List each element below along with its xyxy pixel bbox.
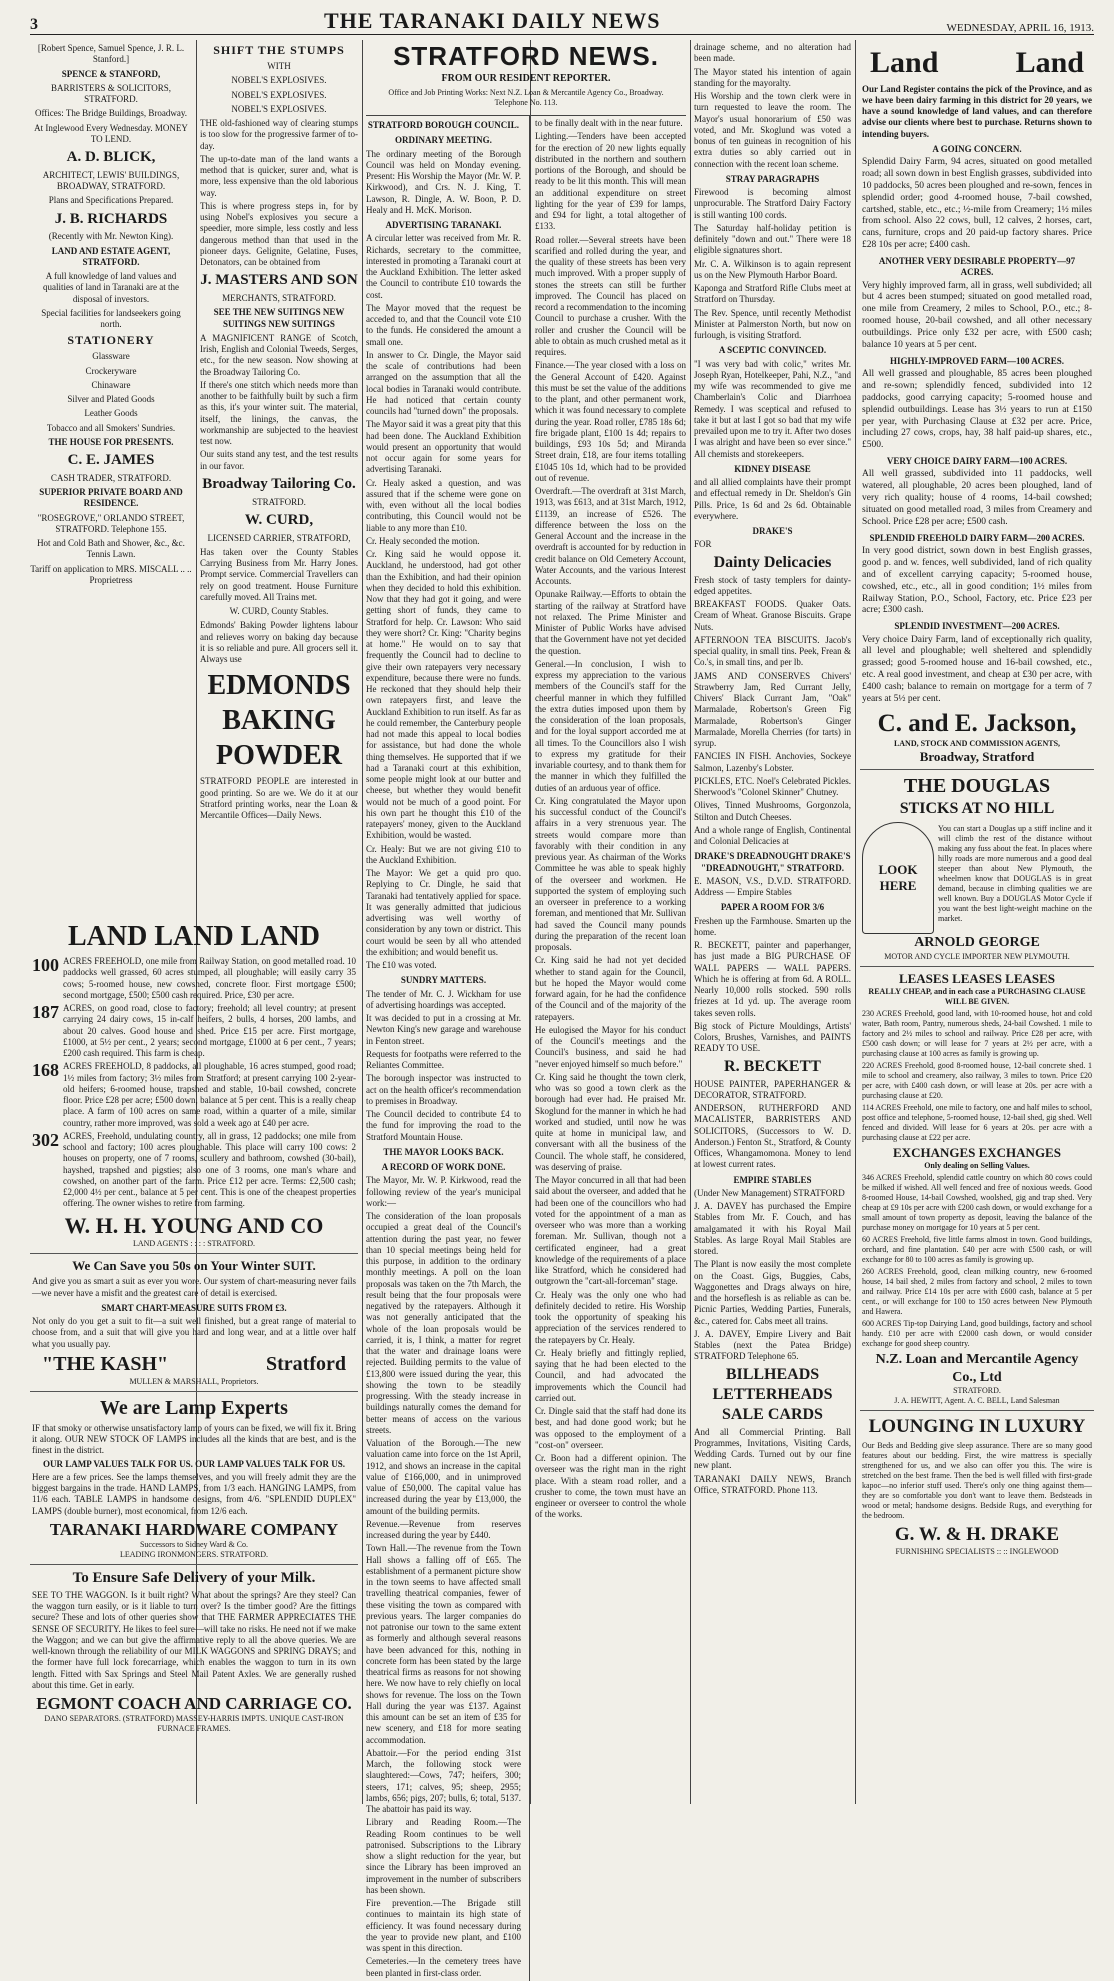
col1-item: Chinaware	[91, 379, 131, 390]
news-paragraph: Abattoir.—For the period ending 31st March, the following stock were slaughtered:—Cows, 747; heifers, 300; steers, 171; calves, 95; sheep, 2955; lambs, 656; pigs, 207; bulls, 6; total, 5137. The abattoir has paid its way.	[366, 1747, 521, 1814]
col5-heading: A SCEPTIC CONVINCED.	[718, 345, 827, 356]
col5-heading: R. BECKETT	[724, 1057, 821, 1075]
col2-item: W. CURD,	[244, 511, 314, 528]
col5-text: (Under New Management) STRATFORD	[694, 1187, 845, 1198]
col1-item: Offices: The Bridge Buildings, Broadway.	[34, 108, 188, 119]
col2-item: STRATFORD.	[252, 496, 306, 507]
col2-item: Our suits stand any test, and the test results in our favor.	[200, 449, 358, 471]
col1-item: Glassware	[92, 351, 130, 362]
col1-item: SUPERIOR PRIVATE BOARD AND RESIDENCE.	[39, 487, 183, 509]
hardware-name: TARANAKI HARDWARE COMPANY	[49, 1519, 339, 1539]
col1-item: Hot and Cold Bath and Shower, &c., &c. Tennis Lawn.	[37, 538, 185, 560]
drake-name: G. W. & H. DRAKE	[894, 1524, 1060, 1545]
news-paragraph: The Mayor, Mr. W. P. Kirkwood, read the following review of the year's municipal work:—	[366, 1175, 521, 1208]
kash-body2: Not only do you get a suit to fit—a suit well finished, but a great range of material to choose from, and a suit that will give you hard and long wear, and at a little over half what you usually pay.	[32, 1316, 356, 1349]
col5-heading: BILLHEADS LETTERHEADS SALE CARDS	[712, 1365, 833, 1423]
col5-text: drainage scheme, and no alteration had been made.	[694, 42, 851, 64]
land-item	[32, 1061, 356, 1129]
col5-text: HOUSE PAINTER, PAPERHANGER & DECORATOR, STRATFORD.	[694, 1078, 851, 1100]
lamp-values: OUR LAMP VALUES TALK FOR US. OUR LAMP VALUES TALK FOR US.	[43, 1458, 345, 1469]
col5-text: and all allied complaints have their prompt and effectual remedy in Dr. Sheldon's Gin Pills. Price, 1s 6d and 2s 6d. Obtainable everywhere.	[694, 477, 851, 521]
column-rule	[362, 40, 363, 1804]
exchange-item: 346 ACRES Freehold, splendid cattle country on which 80 cows could be milked if wished. All well fenced and free of noxious weeds. Good 8-roomed House, 14-bail Cowshed, woolshed, gig and trap shed. Very cheap at £9 10s per acre with £200 cash down, or would exchange for a small amount of town property as deposit, leaving the balance of the purchase money on mortgage for 10 years at 5 per cent.	[862, 1173, 1092, 1233]
news-paragraph: In answer to Cr. Dingle, the Mayor said the scale of contributions had been arranged on the assumption that all the local bodies in Taranaki would contribute. He had noticed that certain county councils had "turned down" the proposals.	[366, 349, 521, 416]
kash-name: "THE KASH"	[42, 1352, 169, 1375]
stratford-office: Office and Job Printing Works: Next N.Z. Loan & Mercantile Agency Co., Broadway. Telephone No. 113.	[388, 88, 664, 107]
news-paragraph: Cr. Healy asked a question, and was assured that if the scheme were gone on with, even without all the local bodies contributing, this Council would not be liable to any more than £10.	[366, 477, 521, 533]
listing-heading: SPLENDID FREEHOLD DAIRY FARM—200 ACRES.	[869, 532, 1085, 543]
column-rule	[855, 40, 856, 1804]
news-paragraph: Opunake Railway.—Efforts to obtain the starting of the railway at Stratford have not relaxed. The Prime Minister and Minister of Public Works have advised that the Government have not yet decided the question.	[534, 589, 686, 656]
col1-item: A. D. BLICK,	[66, 149, 156, 165]
news-paragraph: Cemeteries.—In the cemetery trees have been planted in first-class order.	[366, 1956, 521, 1978]
col5-text: Fresh stock of tasty templers for dainty-edged appetites.	[694, 574, 851, 596]
egmont-name: EGMONT COACH AND CARRIAGE CO.	[36, 1694, 352, 1713]
news-paragraph: The borough inspector was instructed to act on the health officer's recommendation to premises in Broadway.	[366, 1073, 521, 1106]
column-2	[200, 40, 358, 910]
news-subheading: ADVERTISING TARANAKI.	[385, 220, 502, 230]
col5-text: Olives, Tinned Mushrooms, Gorgonzola, Stilton and Dutch Cheeses.	[694, 800, 851, 822]
register-text: Our Land Register contains the pick of the Province, and as we have been dairy farming in this district for 20 years, we have a sound knowledge of land values, and can therefore advise our clients where best to purchase. Returns shown to intending buyers.	[862, 83, 1092, 139]
listing-text: All well grassed, subdivided into 11 paddocks, well watered, all ploughable, 20 acres been ploughed, land of very rich quality; house of 4 rooms, 14-bail cowshed; situated on good metalled road, 3 miles from Creamery and School. Price £28 per acre; £500 cash.	[862, 469, 1092, 527]
land-item	[32, 1003, 356, 1059]
col2-item: STRATFORD PEOPLE are interested in good printing. So are we. We do it at our Stratford printing works, near the Loan & Mercantile Offices—Daily News.	[200, 776, 358, 820]
land-item-text: ACRES, Freehold, undulating country, all in grass, 12 paddocks; one mile from school and factory; 100 acres ploughable. This place will carry 100 cows: 2 houses on property, one of 7 rooms, scullery and bathroom, cowshed (30-bail), hayshed, trapshed and pigsties; also one of 3 rooms, one man's whare and cowshed, on another part of the farm. Price £12 per acre. Terms: £2,500 cash; £2,000 4½ per cent., balance at 5 per cent. This is one of the cheapest properties offering. The owner wishes to retire from farming.	[63, 1130, 356, 1209]
col1-item: CASH TRADER, STRATFORD.	[50, 472, 172, 483]
listing-text: All well grassed and ploughable, 85 acres been ploughed and re-sown; splendidly fenced, subdivided into 12 paddocks, good carrying capacity; 5-roomed house and splendid outbuildings. Lease has 3½ years to run at £150 per year, with Purchasing Clause at £32 per acre. Price, including 27 cows, crops, hay, 38 half paid-up shares, etc., £500.	[862, 369, 1092, 451]
listing-heading: A GOING CONCERN.	[932, 143, 1022, 154]
news-paragraph: Town Hall.—The revenue from the Town Hall shows a falling off of £65. The establishment of a permanent picture show in the town seems to have affected small travelling theatrical companies, fewer of these visiting the town as compared with previous years. The larger companies do not patronise our town to the same extent as formerly and although several reasons have been advanced for this, nothing in concrete form has been stated by the large theatrical firms as reasons for not showing here. We now have to rely chiefly on local shows for revenue. The loss on the Town Hall during the year was £137. Against this amount can be set an item of £35 for new scenery, and £18 for more seating accommodation.	[366, 1543, 521, 1745]
douglas-ad	[860, 770, 1094, 967]
exchanges-intro: Only dealing on Selling Values.	[924, 1161, 1030, 1171]
jackson-sub: LAND, STOCK AND COMMISSION AGENTS,	[893, 739, 1061, 748]
col2-item: MERCHANTS, STRATFORD.	[222, 293, 336, 303]
land-item	[32, 1131, 356, 1210]
lease-item: 114 ACRES Freehold, one mile to factory, one and half miles to school, post office and telephone, 5-roomed house, 12-bail shed, gig shed. Well fenced and divided. Will lease for 6 years at 20s. per acre with a purchasing clause at £22 per acre.	[862, 1103, 1092, 1142]
col2-item: The up-to-date man of the land wants a method that is quicker, surer and, what is more, less expensive than the old laborious way.	[200, 153, 358, 198]
hardware-foot: LEADING IRONMONGERS. STRATFORD.	[119, 1550, 268, 1559]
col5-text: J. A. DAVEY, Empire Livery and Bait Stables (next the Patea Bridge) STRATFORD Telephone 65.	[694, 1328, 851, 1362]
masthead	[30, 8, 1094, 35]
news-paragraph: Cr. Healy briefly and fittingly replied, saying that he had been elected to the Council, and had advocated the improvements which the Council had carried out.	[534, 1347, 686, 1403]
col2-item: Edmonds' Baking Powder lightens labour and relieves worry on baking day because it is so reliable and pure. All grocers sell it. Always use	[200, 620, 358, 664]
news-paragraph: The Mayor moved that the request be acceded to, and that the Council vote £10 to the funds. He considered the amount a small one.	[366, 302, 521, 347]
col2-item: Has taken over the County Stables Carrying Business from Mr. Harry Jones. Prompt service. Commercial Travellers can rely on good treatment. House Furniture carefully moved. All Trains met.	[200, 546, 358, 602]
col1-item: C. E. JAMES	[67, 452, 155, 468]
col5-heading: STRAY PARAGRAPHS	[725, 173, 820, 184]
news-paragraph: Lighting.—Tenders have been accepted for the erection of 20 new lights equally distributed in the northern and southern portions of the Borough, and should be ready to be lit this month. This will mean an additional expenditure on street lighting for the year of £39 for lamps, and £94 for light, a total altogether of £133.	[534, 131, 686, 232]
column-5	[694, 40, 851, 1805]
col1-item: A full knowledge of land values and qualities of land in Taranaki are at the disposal of investors.	[43, 271, 179, 304]
col5-text: Firewood is becoming almost unprocurable. The Stratford Dairy Factory is still wanting 100 cords.	[694, 187, 851, 220]
news-paragraph: It was decided to put in a crossing at Mr. Newton King's new garage and warehouse in Fenton street.	[366, 1013, 521, 1046]
milk-body: SEE TO THE WAGGON. Is it built right? What about the springs? Are they steel? Can the waggon turn easily, or is it liable to turn over? Is the timber good? Are the fittings secure? These and lots of other queries show that THE FARMER APPRECIATES THE SENSE OF SECURITY. He likes to feel sure—will take no risks. He need not if we make the Waggon; and we can but give the affirmative reply to all the above queries. We are well-known through the reliability of our MILK WAGGONS and SPRING DRAYS; and the former have full lock forecarriage, which enables the waggon to turn in its own length. Fitted with Sax Springs and Steel Mail Patent Axles. We are generally rushed about this time. Get in early.	[32, 1589, 356, 1690]
exchange-item: 600 ACRES Tip-top Dairying Land, good buildings, factory and school handy. £10 per acre with £2000 cash down, or would consider exchange for good sheep country.	[862, 1319, 1092, 1349]
col5-text: ANDERSON, RUTHERFORD AND MACALISTER, BARRISTERS AND SOLICITORS, (Successors to W. D. Anderson.) Fenton St., Stratford, & County Offices, Whangamomona. Money to lend at lowest current rates.	[694, 1103, 851, 1170]
news-subheading: THE MAYOR LOOKS BACK.	[383, 1146, 504, 1157]
col5-text: The Plant is now easily the most complete on the Coast. Gigs, Buggies, Cabs, Waggonettes and Drags always on hire, and the horseflesh is as reliable as can be. Picnic Parties, Wedding Parties, Funerals, &c., catered for. Cabs meet all trains.	[694, 1259, 851, 1326]
col5-text: AFTERNOON TEA BISCUITS. Jacob's special quality, in small tins. Peek, Frean & Co.'s, in small tins, and per lb.	[694, 634, 851, 668]
col5-text: Kaponga and Stratford Rifle Clubs meet at Stratford on Thursday.	[694, 283, 851, 305]
col2-item: LICENSED CARRIER, STRATFORD,	[207, 532, 351, 543]
news-subheading: A RECORD OF WORK DONE.	[381, 1162, 506, 1172]
arnold-sub: MOTOR AND CYCLE IMPORTER NEW PLYMOUTH.	[884, 951, 1070, 961]
col2-item: NOBEL'S EXPLOSIVES.	[231, 89, 327, 100]
news-paragraph: The ordinary meeting of the Borough Council was held on Monday evening. Present: His Worship the Mayor (Mr. W. P. Kirkwood), and Crs. N. J. King, T. Lawson, R. Dingle, A. W. Boon, P. D. Healy and H. McK. Morison.	[366, 148, 521, 215]
nz-loan-agents: J. A. HEWITT, Agent. A. C. BELL, Land Salesman	[894, 1396, 1060, 1406]
col5-text: BREAKFAST FOODS. Quaker Oats. Cream of Wheat. Granose Biscuits. Grape Nuts.	[694, 599, 851, 632]
listing-text: Splendid Dairy Farm, 94 acres, situated on good metalled road; all sown down in best English grasses, subdivided into 10 paddocks, 50 acres been ploughed and re-sown, fences in splendid order; good 4-roomed house, 7-bail cowshed, cartshed, stable, etc., etc.; ½-mile from Creamery; 1½ miles from school. Also 22 cows, bull, 12 calves, 2 horses, cart, cans, furniture, crops and 20 paid-up factory shares. Price £28 10s per acre; £400 cash.	[862, 157, 1092, 251]
col5-text: His Worship and the town clerk were in turn requested to leave the room. The Mayor's usual honorarium of £50 was voted, and Mr. Skoglund was voted a bonus of ten guineas in recognition of his extra duties so ably carried out in connection with the recent loan scheme.	[694, 91, 851, 169]
lamp-body: IF that smoky or otherwise unsatisfactory lamp of yours can be fixed, we will fix it. Bring it along. OUR NEW STOCK OF LAMPS includes all the kinds that are best, and is the finest in the district.	[32, 1422, 356, 1456]
news-paragraph: The Mayor said it was a great pity that this had been done. The Auckland Exhibition would present an opportunity that would not occur again for some years for advertising Taranaki.	[366, 419, 521, 475]
stratford-news	[366, 40, 686, 1978]
news-paragraph: The consideration of the loan proposals occupied a great deal of the Council's attention during the past year, no fewer than 10 special meetings being held for this purpose, in addition to the ordinary monthly meetings. A poll on the loan proposals was taken on the 7th March, the result being that the four proposals were negatived by the ratepayers. Although it was not generally anticipated that the whole of the loan proposals would be carried, it is, I think, a matter for regret that the water and drainage loans were rejected. Building permits to the value of £13,800 were issued during the year, this showing the town to be steadily progressing. With the steady increase in buildings naturally comes the demand for better means of access on the various streets.	[366, 1211, 521, 1435]
col1-item: SPENCE & STANFORD,	[61, 68, 161, 79]
news-paragraph: Valuation of the Borough.—The new valuation came into force on the 1st April, 1912, and shows an increase in the capital value of £166,000, and in unimproved value of £50,000. The capital value has increased during the year by £13,000, the amount of the building permits.	[366, 1438, 521, 1516]
col5-text: E. MASON, V.S., D.V.D. STRATFORD. Address — Empire Stables	[694, 875, 851, 897]
listing-text: Very highly improved farm, all in grass, well subdivided; all but 4 acres been stumped; situated on good metalled road, one mile from Creamery, 2 miles to School, P.O., etc.; 8-roomed house, 20-bail cowshed, and all other necessary outbuildings. Price only £32 per acre, with £500 cash; balance 10 years at 5 per cent.	[862, 280, 1092, 350]
land-item-acres: 168	[32, 1060, 59, 1081]
col5-text: And all Commercial Printing. Ball Programmes, Invitations, Visiting Cards, Wedding Cards. Turned out by our fine new plant.	[694, 1426, 851, 1471]
listing-heading: SPLENDID INVESTMENT—200 ACRES.	[894, 621, 1060, 632]
news-paragraph: Cr. Healy: But we are not giving £10 to the Auckland Exhibition.	[366, 843, 521, 865]
news-paragraph: Overdraft.—The overdraft at 31st March, 1913, was £613, and at 31st March, 1912, £1139, an increase of £526. The difference between the loss on the General Account and the increase in the overdraft is accounted for by reduction in credit balance on Old Cemetery Account, Water Accounts, and the various Interest Accounts.	[534, 486, 686, 586]
news-paragraph: Cr. King said he had not yet decided whether to stand again for the Council, but he hoped the Mayor would come forward again, for he had the confidence of the Council and of the majority of the ratepayers.	[534, 955, 686, 1022]
col5-heading: Dainty Delicacies	[713, 553, 832, 571]
col5-heading: EMPIRE STABLES	[733, 1174, 812, 1185]
leases-list	[862, 1009, 1092, 1143]
jackson-addr: Broadway, Stratford	[919, 749, 1035, 764]
jackson-name: C. and E. Jackson,	[877, 709, 1077, 737]
col5-text: PICKLES, ETC. Noel's Celebrated Pickles. Sherwood's "Colonel Skinner" Chutney.	[694, 775, 851, 797]
column-6	[860, 40, 1094, 1805]
exchanges-list	[862, 1173, 1092, 1349]
page-number: 3	[30, 16, 38, 33]
nz-loan-ad	[860, 967, 1094, 1412]
col5-heading: DRAKE'S	[752, 526, 793, 536]
news-paragraph: Road roller.—Several streets have been scarified and rolled during the year, and the quality of these streets has been very much improved. With a proper supply of stones the streets can still be further improved. The Council has placed on record a recommendation to the incoming Council to purchase a crusher. With the roller and crusher the Council will be able to obtain as much crushed metal as it requires.	[534, 234, 686, 357]
leases-heading: LEASES LEASES LEASES	[898, 970, 1056, 986]
kash-owner: MULLEN & MARSHALL, Proprietors.	[129, 1376, 259, 1386]
douglas-body: You can start a Douglas up a stiff incline and it will climb the rest of the distance without making any fuss about the feat. In places where hilly roads are more numerous and a good deal steeper than about New Plymouth, the wheelmen know that DOUGLAS is in great demand, because in climbing qualities we are well known. Buy a DOUGLAS Motor Cycle if you want the best light-weight machine on the market.	[938, 824, 1092, 924]
nz-loan-name: N.Z. Loan and Mercantile Agency Co., Ltd	[875, 1352, 1079, 1385]
luxury-body: Our Beds and Bedding give sleep assurance. There are so many good features about our bedding. First, the wire mattress is specially strengthened for us, and we also can offer you this. The wire is stretched on the best frame. Then the bed is well filled with first-grade kapoc—no inferior stuff used. There's only one thing against them—they are so comfortable you don't want to leave them. Bedsteads in wood or metal; handsome designs. Bedside Rugs, and everything for the bedroom.	[862, 1441, 1092, 1520]
news-paragraph: Requests for footpaths were referred to the Reliantes Committee.	[366, 1048, 521, 1070]
col2-item: SHIFT THE STUMPS	[213, 43, 345, 57]
news-paragraph: The Mayor: We get a quid pro quo. Replying to Cr. Dingle, he said that Taranaki had tentatively applied for space. It was generally admitted that judicious advertising was well worthy of consideration by any town or district. This court would be seen by all who attended the exhibition; and would benefit us.	[366, 868, 521, 957]
listing-text: Very choice Dairy Farm, land of exceptionally rich quality, all level and ploughable; well sheltered and splendidly grassed; good 5-roomed house and 16-bail cowshed, etc., etc. A real good investment, and cheap at £30 per acre, with £400 cash; balance to remain on mortgage for a term of 7 years at 5½ per cent.	[862, 634, 1092, 704]
col5-heading: DRAKE'S DREADNOUGHT DRAKE'S "DREADNOUGHT," STRATFORD.	[694, 851, 851, 873]
land-item	[32, 956, 356, 1001]
listing-heading: ANOTHER VERY DESIRABLE PROPERTY—97 ACRES.	[878, 256, 1076, 278]
exchanges-heading: EXCHANGES EXCHANGES	[893, 1145, 1061, 1160]
col5-text: The Saturday half-holiday petition is definitely "down and out." There were 18 eligible signatures short.	[694, 222, 851, 256]
col5-text: FANCIES IN FISH. Anchovies, Sockeye Salmon, Lazenby's Lobster.	[694, 751, 851, 773]
column-1	[30, 40, 192, 910]
stratford-heading: STRATFORD NEWS.	[393, 41, 659, 71]
news-paragraph: A circular letter was received from Mr. R. Richards, secretary to the committee, interested in promoting a Taranaki court at the Auckland Exhibition. The letter asked the Council to contribute £10 towards the cost.	[366, 233, 521, 300]
col2-item: A MAGNIFICENT RANGE of Scotch, Irish, English and Colonial Tweeds, Serges, etc., for the new season. Now showing at the Broadway Tailoring Co.	[200, 332, 358, 377]
col5-text: Big stock of Picture Mouldings, Artists' Colors, Brushes, Varnishes, and PAINTS READY TO USE.	[694, 1020, 851, 1054]
col2-item: SEE THE NEW SUITINGS NEW SUITINGS NEW SUITINGS	[213, 307, 345, 329]
stratford-col-b	[529, 116, 686, 1981]
col2-item: J. MASTERS AND SON	[200, 272, 358, 289]
listing-heading: VERY CHOICE DAIRY FARM—100 ACRES.	[886, 456, 1068, 467]
drake-sub: FURNISHING SPECIALISTS :: :: INGLEWOOD	[895, 1546, 1059, 1556]
news-paragraph: The £10 was voted.	[366, 960, 437, 970]
kash-ad	[30, 1254, 358, 1392]
issue-date: WEDNESDAY, APRIL 16, 1913.	[946, 22, 1094, 34]
arnold-name: ARNOLD GEORGE	[914, 935, 1040, 951]
col1-item: Special facilities for landseekers going north.	[41, 307, 181, 329]
lamp-body2: Here are a few prices. See the lamps themselves, and you will freely admit they are the biggest bargains in the trade. HAND LAMPS, from 1/3 each. HANGING LAMPS, from 11/6 each. TABLE LAMPS in handsome designs, from 4/6. "SPLENDID DUPLEX" LAMPS (double burner), most economical, from 12/6 each.	[32, 1471, 356, 1516]
col1-item: Silver and Plated Goods	[67, 394, 155, 404]
young-agent-sub: LAND AGENTS : : : : STRATFORD.	[132, 1239, 255, 1248]
exchange-item: 60 ACRES Freehold, five little farms almost in town. Good buildings, orchard, and fine plantation. £40 per acre with £500 cash, or will exchange for 80 to 100 acres as family is growing up.	[862, 1235, 1092, 1265]
news-paragraph: The Mayor concurred in all that had been said about the overseer, and added that he had been one of the councillors who had voted for the appointment of a man as overseer who was more than a working foreman. Mr. Sullivan, though not a certificated engineer, had a great knowledge of the requirements of a place like Stratford, which he considered had outgrown the "cart-all-forceman" stage.	[534, 1175, 686, 1287]
col5-heading: PAPER A ROOM FOR 3/6	[720, 902, 825, 913]
land-ad	[30, 915, 358, 1254]
col5-text: The Mayor stated his intention of again standing for the mayoralty.	[694, 66, 851, 88]
land-heading: LAND LAND LAND	[67, 921, 320, 952]
col5-text: R. BECKETT, painter and paperhanger, has just made a BIG PURCHASE OF WALL PAPERS — WALL PAPERS. Which he is offering at from 6d. A ROLL. Nearly 10,000 rolls stocked. 590 rolls friezes at 1d yd. up. The average room takes seven rolls.	[694, 940, 851, 1018]
col1-item: "ROSEGROVE," ORLANDO STREET, STRATFORD. Telephone 155.	[37, 512, 185, 534]
lease-item: 220 ACRES Freehold, good 8-roomed house, 12-bail concrete shed. 1 mile to school and creamery, also railway, 3 miles to town. Price £20 per acre, with £400 cash down, or will lease at 20s. per acre with a purchasing clause at £20.	[862, 1061, 1092, 1100]
col5-text: Mr. C. A. Wilkinson is to again represent us on the New Plymouth Harbor Board.	[694, 258, 851, 280]
col2-item: EDMONDS BAKING POWDER	[207, 670, 351, 772]
land-item-text: ACRES, on good road, close to factory; freehold; all level country; at present carrying 24 dairy cows, 15 in-calf heifers, 2 bulls, 4 horses, 200 lambs, and about 20 calves. Good house and shed. Price £15 per acre. First mortgage, £1000, at 5½ per cent., 2 years; second mortgage, £1000 at 6 per cent., 7 years; £200 cash required. This farm is cheap.	[63, 1003, 356, 1058]
land-item-text: ACRES FREEHOLD, 8 paddocks, all ploughable, 16 acres stumped, good road; 1½ miles from factory; 3½ miles from Stratford; at present carrying 100 2-year-old heifers; 6-roomed house, trapshed and stable, 10-bail cowshed, concrete floor. Price £28 per acre; £500 down, balance at 5 per cent. This is a really cheap place. A farm of 100 acres on same road, within a quarter of a mile, similar country, rather more improved, was sold a week ago at £40 per acre.	[63, 1061, 356, 1128]
col1-item: (Recently with Mr. Newton King).	[48, 231, 174, 242]
col1-item: Plans and Specifications Prepared.	[48, 195, 174, 206]
land-item-acres: 187	[32, 1002, 59, 1022]
col1-item: Tobacco and all Smokers' Sundries.	[46, 422, 176, 433]
news-paragraph: Cr. King said he thought the town clerk, who was so good a town clerk as the borough had ever had. He praised Mr. Skoglund for the manner in which he had worked and studied, until now he was quite at home in municipal law, and conversant with all the business of the Council. The whole staff, he considered, was deserving of praise.	[534, 1071, 686, 1172]
land-left-heading: Land	[870, 46, 939, 79]
column-rule	[690, 40, 691, 1804]
col5-text: J. A. DAVEY has purchased the Empire Stables from Mr. F. Couch, and has amalgamated it with his Royal Mail Stables. As large Royal Mail Stables are stored.	[694, 1201, 851, 1256]
young-agent-name: W. H. H. YOUNG AND CO	[64, 1212, 324, 1238]
egmont-foot: DANO SEPARATORS. (STRATFORD) MASSEY-HARRIS IMPTS. UNIQUE CAST-IRON FURNACE FRAMES.	[44, 1714, 344, 1734]
col2-item: W. CURD, County Stables.	[229, 606, 329, 616]
col5-text: "I was very bad with colic," writes Mr. Joseph Ryan, Hotelkeeper, Pahi, N.Z., "and my wife was recommended to give me Chamberlain's Colic and Diarrhoea Remedy. I was sceptical and refused to take it but at last I got so bad that my wife prevailed upon me to try it. After two doses I was alright and have been so ever since." All chemists and storekeepers.	[694, 358, 851, 459]
news-paragraph: Cr. Boon had a different opinion. The overseer was the right man in the right place. With a steam road roller, and a crusher to come, the town must have an engineer or overseer to control the whole of the works.	[534, 1453, 686, 1520]
col2-item: WITH	[267, 61, 291, 71]
col5-text: JAMS AND CONSERVES Chivers' Strawberry Jam, Red Currant Jelly, Chivers' Black Currant Jam, "Oak" Marmalade, Robertson's Green Fig Marmalade, Robertson's Ginger Marmalade, Morella Cherries (for tarts) in syrup.	[694, 670, 851, 748]
news-paragraph: The tender of Mr. C. J. Wickham for use of advertising hoardings was accepted.	[366, 988, 521, 1010]
kash-body: And give you as smart a suit as ever you wore. Our system of chart-measuring never fails—we never have a misfit and the greatest care of detail is exercised.	[32, 1276, 356, 1298]
col1-item: Crockeryware	[85, 365, 137, 376]
listing-heading: HIGHLY-IMPROVED FARM—100 ACRES.	[890, 355, 1064, 366]
news-subheading: STRATFORD BOROUGH COUNCIL.	[367, 120, 520, 130]
leases-intro: REALLY CHEAP, and in each case a PURCHASING CLAUSE WILL BE GIVEN.	[868, 987, 1086, 1006]
newspaper-title: THE TARANAKI DAILY NEWS	[323, 8, 661, 33]
news-paragraph: Library and Reading Room.—The Reading Room continues to be well patronised. Subscriptions to the Library show a slight reduction for the year, but since the Library has been improved an improvement in the number of subscribers has been shown.	[366, 1817, 521, 1895]
milk-ad	[30, 1565, 358, 1738]
nz-loan-sub: STRATFORD.	[953, 1386, 1001, 1396]
look-here-sign: LOOK HERE	[862, 822, 934, 934]
land-items	[32, 956, 356, 1210]
kash-town: Stratford	[266, 1352, 346, 1375]
col2-item: NOBEL'S EXPLOSIVES.	[231, 75, 327, 86]
col1-item: Tariff on application to MRS. MISCALL .. .. Proprietress	[30, 563, 192, 585]
news-paragraph: Finance.—The year closed with a loss on the General Account of £420. Against this must be set the value of the additions to the plant, and other permanent work, which it was found necessary to complete during the year. Road roller, £785 18s 6d; fire brigade plant, £100 1s 4d; repairs to buildings, £93 10s 5d; and Miranda Street drain, £18, are four items totalling £1045 10s 1d, which had to be provided out of revenue.	[534, 360, 686, 483]
col2-item: If there's one stitch which needs more than another to be faithfully built by such a firm as this, it's your winter suit. The material, itself, the linings, the canvas, the workmanship are subjected to the heaviest test now.	[200, 379, 358, 446]
col1-item: THE HOUSE FOR PRESENTS.	[48, 436, 174, 447]
news-paragraph: Cr. King said he would oppose it. Auckland, he understood, had got other than the Exhibition, and had their opinion when they decided to hold this exhibition. Now that they had got it going, and were getting short of funds, they came to Stratford for help. Cr. Lawson: Who said they were short? Cr. King: "Charity begins at home." He would on to say that frequently the Council had to decline to give their own ratepayers very necessary expenditure, because there were no funds. He reckoned that they should help their own ratepayers first, and leave the Auckland Exhibition to run itself. As far as he could remember, the Canterbury people had not made this appeal to local bodies for assistance, but had done the whole thing themselves. He supported that if we had a Taranaki court at this exhibition, some people might look at our butter and cheese, but whether they would benefit would not be much of a good point. For his own part he thought this £10 of the ratepayers' money, given to the Auckland Exhibition, would be wasted.	[366, 549, 521, 841]
col2-item: THE old-fashioned way of clearing stumps is too slow for the progressive farmer of to-day.	[200, 118, 358, 151]
luxury-heading: LOUNGING IN LUXURY	[868, 1416, 1086, 1438]
lower-left-ads	[30, 915, 358, 1805]
col5-heading: KIDNEY DISEASE	[734, 463, 811, 474]
kash-sub: SMART CHART-MEASURE SUITS FROM £3.	[101, 1302, 287, 1313]
col1-item: ARCHITECT, LEWIS' BUILDINGS, BROADWAY, STRATFORD.	[42, 169, 180, 191]
news-paragraph: He eulogised the Mayor for his conduct of the Council's meetings and the Council's business, and said he had "never enjoyed himself so much before."	[534, 1024, 686, 1069]
col1-item: LAND AND ESTATE AGENT, STRATFORD.	[51, 245, 171, 267]
land-right-heading: Land	[1015, 46, 1084, 79]
col5-text: FOR	[694, 539, 712, 550]
exchange-item: 260 ACRES Freehold, good, clean milking country, new 6-roomed house, 14 bail shed, 2 miles from factory and school, 2 miles to town and railway. Price £14 10s per acre with £600 cash, balance at 5 per cent., or will exchange for 100 to 150 acres between New Plymouth and Hawera.	[862, 1267, 1092, 1317]
listing-text: In very good district, sown down in best English grasses, good p. and w. fences, well subdivided, land of rich quality and of excellent carrying capacity; 5-roomed house, cowshed, etc., etc., all in good condition; 1½ miles from Railway Station, P.O., School, Factory, etc. Price £23 per acre; £300 cash.	[862, 546, 1092, 616]
douglas-sub: STICKS AT NO HILL	[899, 800, 1055, 818]
kash-heading: We Can Save you 50s on Your Winter SUIT.	[72, 1258, 316, 1273]
news-paragraph: Cr. Healy seconded the motion.	[366, 535, 480, 546]
col5-text: And a whole range of English, Continental and Colonial Delicacies at	[694, 824, 851, 846]
news-paragraph: Cr. King congratulated the Mayor upon his successful conduct of the Council's affairs in a very strenuous year. The streets would compare more than favorably with their condition in any previous year. As chairman of the Works Committee he was able to speak highly of the overseer and workmen. He supported the system of employing such an overseer in preference to a working foreman, and mentioned that Mr. Sullivan had saved the Council many pounds during the preparation of the recent loan proposals.	[534, 795, 686, 952]
lease-item: 230 ACRES Freehold, good land, with 10-roomed house, hot and cold water, Bath room, Pantry, numerous sheds, 24-bail Cowshed. 1 mile to factory and 2½ miles to school and railway. Price £28 per acre, with £500 cash down; or will lease for 7 years at 2½ per acre, with a purchasing clause at 100 acres as family is growing up.	[862, 1009, 1092, 1058]
col1-item: Leather Goods	[84, 408, 138, 419]
hardware-sub: Successors to Sidney Ward & Co.	[139, 1540, 249, 1549]
jackson-listings	[862, 144, 1092, 706]
land-item-text: ACRES FREEHOLD, one mile from Railway Station, on good metalled road. 10 paddocks well grassed, 60 acres stumped, all ploughable; will easily carry 35 cows; 5-roomed house, new cowshed, concrete floor. First mortgage £500; second mortgage, £500; £500 cash required. Price, £30 per acre.	[63, 956, 356, 1000]
douglas-heading: THE DOUGLAS	[903, 775, 1051, 798]
news-paragraph: Revenue.—Revenue from reserves increased during the year by £440.	[366, 1518, 521, 1540]
col5-text: TARANAKI DAILY NEWS, Branch Office, STRATFORD. Phone 113.	[694, 1473, 851, 1495]
drake-furnishing-ad	[860, 1411, 1094, 1561]
stratford-sub: FROM OUR RESIDENT REPORTER.	[441, 72, 611, 84]
land-item-acres: 100	[32, 955, 59, 975]
col1-item: At Inglewood Every Wednesday. MONEY TO LEND.	[34, 122, 188, 144]
news-paragraph: General.—In conclusion, I wish to express my appreciation to the various members of the Council's staff for the cheerful manner in which they fulfilled the extra duties imposed upon them by the consideration of the loan proposals, and for the loyal support accorded me at all times. To the Councillors also I wish to express my gratitude for their invariable courtesy, and to thank them for the manner in which they fulfilled the duties of an arduous year of office.	[534, 658, 686, 793]
col2-item: NOBEL'S EXPLOSIVES.	[231, 103, 327, 114]
col1-item: [Robert Spence, Samuel Spence, J. R. L. Stanford.]	[37, 43, 185, 65]
col5-text: Freshen up the Farmhouse. Smarten up the home.	[694, 915, 851, 937]
col2-item: Broadway Tailoring Co.	[202, 475, 356, 492]
news-paragraph: Cr. Healy was the only one who had definitely decided to retire. His Worship took the opportunity of speaking his appreciation of the services rendered to the ratepayers by Cr. Healy.	[534, 1289, 686, 1345]
news-subheading: SUNDRY MATTERS.	[400, 975, 487, 986]
news-paragraph: The Council decided to contribute £4 to the fund for improving the road to the Stratford Mountain House.	[366, 1109, 521, 1142]
news-paragraph: Cr. Dingle said that the staff had done its best, and had done good work; but he was opposed to the employment of a "cost-on" overseer.	[534, 1406, 686, 1450]
col1-item: BARRISTERS & SOLICITORS, STRATFORD.	[50, 82, 172, 104]
col1-item: J. B. RICHARDS	[54, 210, 168, 227]
col2-item: This is where progress steps in, for by using Nobel's explosives you secure a speedier, more simple, less costly and less dangerous method than that used in the pioneer days. Gelignite, Gelatine, Fuses, Detonators, can be obtained from	[200, 200, 358, 267]
news-subheading: ORDINARY MEETING.	[395, 135, 492, 146]
news-paragraph: to be finally dealt with in the near future.	[534, 118, 683, 128]
col5-text: The Rev. Spence, until recently Methodist Minister at Palmerston North, but now on furlough, is visiting Stratford.	[694, 307, 851, 340]
stratford-col-a	[366, 116, 521, 1981]
land-item-acres: 302	[32, 1129, 59, 1150]
lamp-heading: We are Lamp Experts	[100, 1396, 288, 1419]
col1-item: STATIONERY	[67, 333, 155, 348]
news-paragraph: Fire prevention.—The Brigade still continues to maintain its high state of efficiency. It was found necessary during the year to provide new plant, and £100 was spent in this direction.	[366, 1898, 521, 1953]
lamp-ad	[30, 1392, 358, 1565]
milk-heading: To Ensure Safe Delivery of your Milk.	[72, 1570, 316, 1586]
